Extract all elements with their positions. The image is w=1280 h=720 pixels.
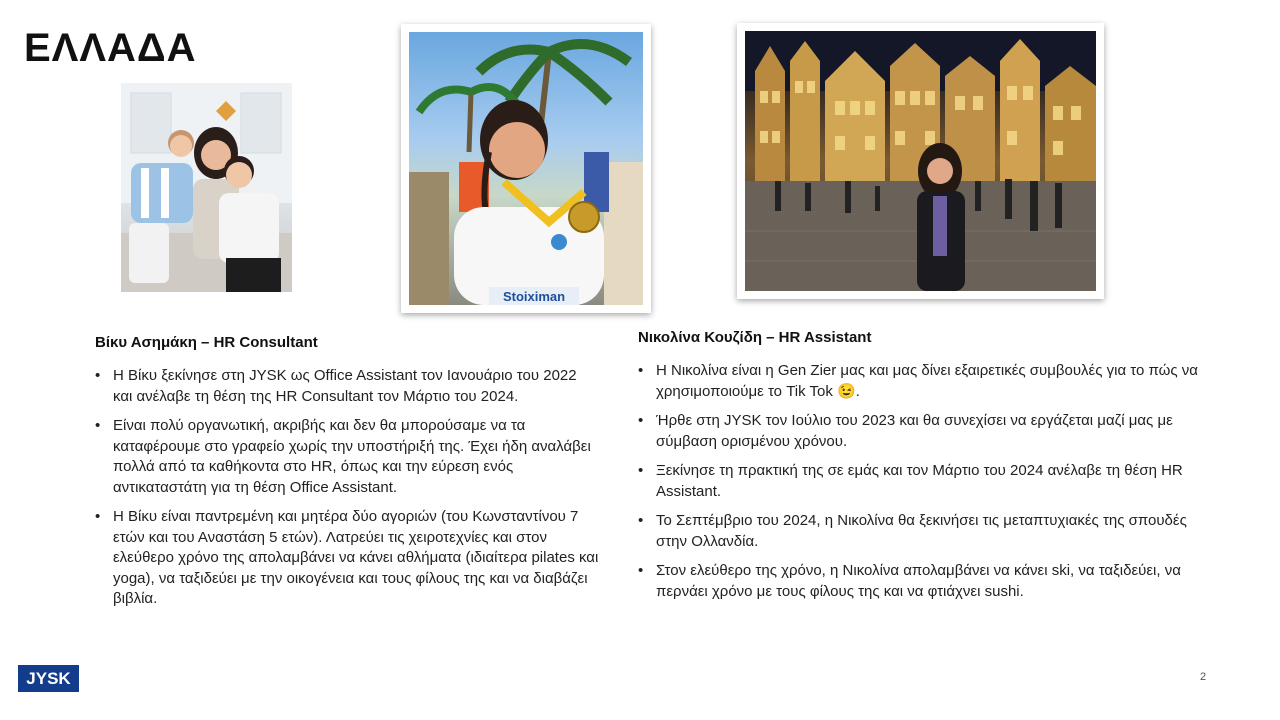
left-bullet-list <box>95 366 600 619</box>
runner-bib-text: Stoiximan <box>502 289 566 304</box>
family-photo <box>121 83 292 292</box>
list-item: • Η Βίκυ ξεκίνησε στη JYSK ως Office Assistant τον Ιανουάριο του 2022 και ανέλαβε τη θέση της HR Consultant τον Μάρτιο του 2024. <box>95 366 600 407</box>
list-item: • Στον ελεύθερο της χρόνο, η Νικολίνα απολαμβάνει να κάνει ski, να ταξιδεύει, να περνάει χρόνο με τους φίλους της και να φτιάχνει sushi. <box>638 561 1208 602</box>
left-person-name: Βίκυ Ασημάκη – HR Consultant <box>95 334 318 351</box>
list-item: • Ήρθε στη JYSK τον Ιούλιο του 2023 και θα συνεχίσει να εργάζεται μαζί μας με σύμβαση ορισμένου χρόνου. <box>638 411 1208 452</box>
list-item: • Η Βίκυ είναι παντρεμένη και μητέρα δύο αγοριών (του Κωνσταντίνου 7 ετών και του Αναστάση 5 ετών). Λατρεύει τις χειροτεχνίες και στον ελεύθερο χρόνο της απολαμβάνει να κάνει αθλήματα (ιδιαίτερα pilates και yoga), να ταξιδεύει με την οικογένεια και τους φίλους της και να διαβάζει βιβλία. <box>95 507 600 610</box>
right-bullet-list <box>638 361 1208 611</box>
list-item: • Ξεκίνησε τη πρακτική της σε εμάς και τον Μάρτιο του 2024 ανέλαβε τη θέση HR Assistant. <box>638 461 1208 502</box>
logo-text: JYSK <box>26 668 71 688</box>
right-person-name: Νικολίνα Κουζίδη – HR Assistant <box>638 329 872 346</box>
square-night-photo <box>737 23 1104 299</box>
page-title: ΕΛΛΑΔΑ <box>24 26 197 70</box>
runner-photo <box>401 24 651 313</box>
list-item: • Είναι πολύ οργανωτική, ακριβής και δεν θα μπορούσαμε να τα καταφέρουμε στο γραφείο χωρίς την υποστήριξή της. Έχει ήδη αναλάβει πολλά από τα καθήκοντα στο HR, όπως και την εύρεση ενός αντικαταστάτη για τη θέση Office Assistant. <box>95 416 600 498</box>
runner-illustration <box>409 32 643 305</box>
square-illustration <box>745 31 1096 291</box>
jysk-logo <box>18 665 79 692</box>
page-number: 2 <box>1200 671 1207 683</box>
list-item: • Η Νικολίνα είναι η Gen Zier μας και μας δίνει εξαιρετικές συμβουλές για το πώς να χρησιμοποιούμε το Tik Tok 😉. <box>638 361 1208 402</box>
family-illustration <box>121 83 292 292</box>
list-item: • Το Σεπτέμβριο του 2024, η Νικολίνα θα ξεκινήσει τις μεταπτυχιακές της σπουδές στην Ολλανδία. <box>638 511 1208 552</box>
